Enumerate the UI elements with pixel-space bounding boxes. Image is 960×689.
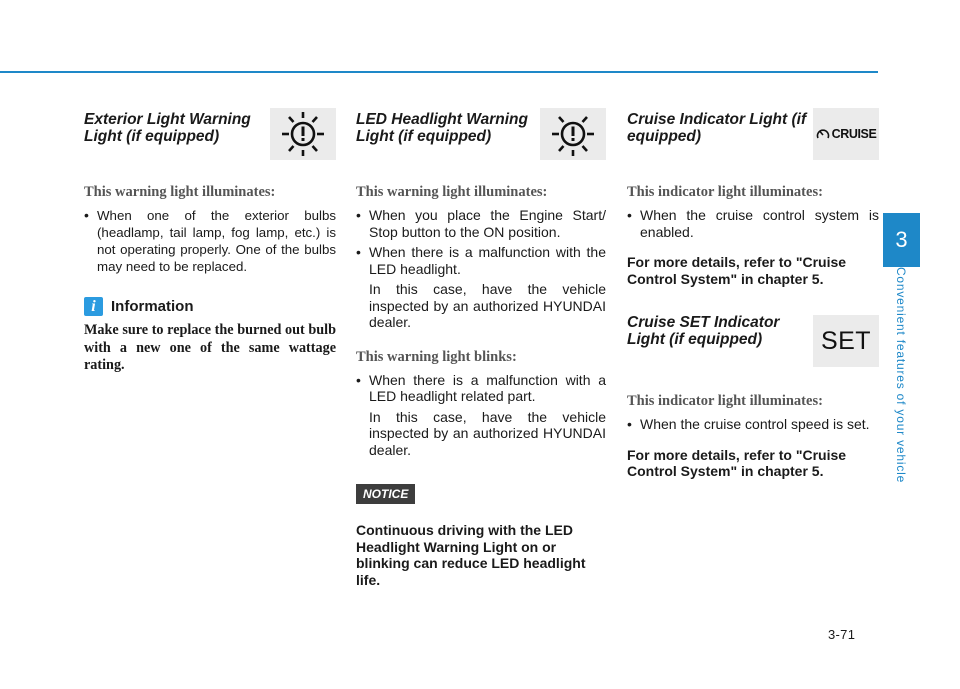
information-title: Information	[111, 298, 194, 315]
cruise-title: Cruise Indicator Light (if equipped)	[627, 111, 807, 145]
cruise-indicator-icon	[813, 108, 879, 160]
list-item: • When there is a malfunction with a LED headlight related part.	[356, 371, 606, 404]
cruise-reference-note: For more details, refer to "Cruise Control System" in chapter 5.	[627, 254, 847, 287]
information-text: Make sure to replace the burned out bulb with a new one of the same wattage rating.	[84, 322, 336, 373]
notice-badge: NOTICE	[356, 484, 415, 504]
header-rule	[0, 71, 878, 73]
list-item: • When you place the Engine Start/ Stop button to the ON position.	[356, 207, 606, 240]
chapter-tab: 3	[883, 213, 920, 267]
information-heading	[84, 297, 336, 316]
led-inspect-note-1: In this case, have the vehicle inspected by an authorized HYUNDAI dealer.	[369, 281, 606, 330]
led-headlight-title: LED Headlight Warning Light (if equipped)	[356, 111, 528, 145]
cruise-icon-label: CRUISE	[831, 127, 877, 141]
speedometer-icon	[816, 127, 830, 141]
list-item: • When the cruise control system is enabled.	[627, 207, 879, 240]
exterior-light-title: Exterior Light Warning Light (if equipped)	[84, 111, 251, 145]
exterior-light-section	[84, 108, 336, 375]
list-item: • When there is a malfunction with the LED headlight.	[356, 244, 606, 277]
information-icon: i	[84, 297, 103, 316]
cruise-set-subhead: This indicator light illuminates:	[627, 393, 823, 409]
cruise-set-indicator-icon	[813, 315, 879, 367]
led-subhead-blinks: This warning light blinks:	[356, 348, 517, 365]
set-icon-label: SET	[820, 326, 872, 355]
cruise-set-title: Cruise SET Indicator Light (if equipped)	[627, 314, 780, 348]
exterior-subhead: This warning light illuminates:	[84, 184, 276, 200]
cruise-set-reference-note: For more details, refer to "Cruise Control System" in chapter 5.	[627, 446, 847, 479]
led-inspect-note-2: In this case, have the vehicle inspected by an authorized HYUNDAI dealer.	[369, 408, 606, 458]
list-item: • When the cruise control speed is set.	[627, 416, 870, 432]
cruise-section	[627, 108, 879, 480]
page-number: 3-71	[828, 627, 856, 642]
led-headlight-section	[356, 108, 606, 588]
chapter-title: Convenient features of your vehicle	[894, 266, 908, 484]
led-headlight-warning-icon	[540, 108, 606, 160]
cruise-subhead: This indicator light illuminates:	[627, 184, 823, 200]
list-item: • When one of the exterior bulbs (headlamp, tail lamp, fog lamp, etc.) is not operating properly. One of the bulbs may need to be replaced.	[84, 207, 336, 274]
notice-text: Continuous driving with the LED Headlight Warning Light on or blinking can reduce LED headlight life.	[356, 522, 586, 588]
led-subhead-illuminates: This warning light illuminates:	[356, 184, 548, 200]
exterior-light-warning-icon	[270, 108, 336, 160]
